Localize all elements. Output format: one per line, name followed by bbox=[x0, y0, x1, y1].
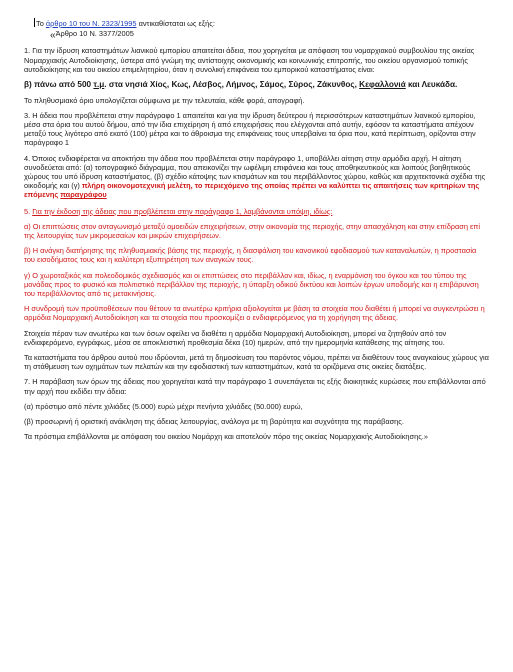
open-quote: « bbox=[50, 30, 56, 42]
paragraph-1: 1. Για την ίδρυση καταστημάτων λιανικού εμπορίου απαιτείται άδεια, που χορηγείται με απόφαση του νομαρχιακού συμβουλίου της οικείας Νομαρχιακής Αυτοδιοίκησης, ύστερα από γνώμη της αντίστοιχης οικονομικής και κοινωνικής επιτροπής, του οικείου οργανισμού τοπικής αυτοδιοίκησης και του οικείου επιμελητηρίου, όταν η συνολική επιφάνεια του εμπορικού καταστήματος είναι: bbox=[24, 46, 475, 74]
paragraph-7a: (α) πρόστιμο από πέντε χιλιάδες (5.000) ευρώ μέχρι πενήντα χιλιάδες (50.000) ευρώ, bbox=[24, 401, 303, 411]
text-cursor bbox=[34, 18, 35, 27]
islands-kefalonia: Κεφαλλονιά bbox=[359, 80, 406, 90]
paragraph-6a: Στοιχεία πέραν των ανωτέρω και των όσων οφείλει να διαθέτει η αρμόδια Νομαρχιακή Αυτοδιοίκηση, μπορεί να ζητηθούν από τον ενδιαφερόμενο, εγγράφως, μέσα σε αποκλειστική προθεσμία δέκα (10) ημερών, από την ημερομηνία κατάθεσης της αίτησης του. bbox=[24, 328, 447, 347]
paragraph-5d: Η συνδρομή των προϋποθέσεων που θέτουν τα ανωτέρω κριτήρια αξιολογείται με βάση τα στοιχεία που διαθέτει ή μπορεί να συγκεντρώσει η αρμόδια Νομαρχιακή Αυτοδιοίκηση και τα στοιχεία που προσκομίζει ο ενδιαφερόμενος για τη χορήγηση της άδειας. bbox=[24, 304, 485, 323]
paragraph-4 bbox=[24, 154, 489, 200]
paragraph-5b: β) Η ανάγκη διατήρησης της πληθυσμιακής βάσης της περιοχής, η διασφάλιση του κανονικού εφοδιασμού των καταναλωτών, η προστασία του εισοδήματος τους και η καλύτερη εξυπηρέτηση των αναγκών τους. bbox=[24, 246, 477, 265]
paragraph-7b: (β) προσωρινή ή οριστική ανάκληση της άδειας λειτουργίας, ανάλογα με τη βαρύτητα και συχνότητα της παράβασης. bbox=[24, 417, 404, 427]
islands-prefix: β) πάνω από 500 bbox=[24, 80, 94, 90]
paragraph-4-red: πλήρη οικονομοτεχνική μελέτη, το περιεχόμενο της οποίας πρέπει να καλύπτει τις απαιτήσεις των κριτηρίων της επόμενης bbox=[24, 181, 480, 200]
paragraph-population: Το πληθυσμιακό όριο υπολογίζεται σύμφωνα με την τελευταία, κάθε φορά, απογραφή. bbox=[24, 95, 305, 105]
islands-middle: . στα νησιά Χίος, Κως, Λέσβος, Λήμνος, Σάμος, Σύρος, Ζάκυνθος, bbox=[104, 80, 360, 90]
article-link[interactable]: άρθρο 10 του Ν. 2323/1995 bbox=[45, 19, 137, 28]
paragraph-3: 3. Η άδεια που προβλέπεται στην παράγραφο 1 απαιτείται και για την ίδρυση δεύτερου ή περισσότερων καταστημάτων λιανικού εμπορίου, μέσα στα όρια του αυτού δήμου, από την ίδια επιχείρηση ή από επιχειρήσεις που ελέγχονται από αυτήν, εφόσον τα καταστήματα απέχουν μεταξύ τους λιγότερο από εκατό (100) μέτρα και το άθροισμα της επιφάνειας τους υπερβαίνει τα όρια που, κατά περίπτωση, ορίζονται στην παράγραφο 1 bbox=[24, 110, 476, 148]
paragraph-5a: α) Οι επιπτώσεις στον ανταγωνισμό μεταξύ ομοειδών επιχειρήσεων, στην οικονομία της περιοχής, στην απασχόληση και στην επίδραση επί της λειτουργίας των μικρομεσαίων και μικρών επιχειρήσεων. bbox=[24, 221, 481, 241]
source-text: Άρθρο 10 Ν. 3377/2005 bbox=[55, 29, 134, 39]
paragraph-5c: γ) Ο χωροταξικός και πολεοδομικός σχεδιασμός και οι επιπτώσεις στο περιβάλλον και, ιδίως, η εναρμόνιση του όγκου και του τύπου της μονάδας προς το φυσικό και πολιτιστικό περιβάλλον της περιοχής, η ύπαρξη οδικού δικτύου και λοιπών έργων υποδομής και η επιβάρυνση του περιβάλλοντος από τις μετακινήσεις. bbox=[24, 270, 479, 299]
paragraph-5 bbox=[24, 207, 489, 216]
intro-prefix: Το bbox=[36, 19, 46, 28]
paragraph-4-red-underlined: παραγράφου bbox=[60, 190, 107, 200]
paragraph-1-islands bbox=[24, 80, 489, 90]
source-line bbox=[50, 29, 489, 40]
islands-suffix: και Λευκάδα. bbox=[405, 80, 458, 90]
intro-suffix: αντικαθίσταται ως εξής: bbox=[136, 19, 215, 28]
islands-unit: τ.μ bbox=[93, 80, 105, 90]
paragraph-4-text: 4. Όποιος ενδιαφέρεται να αποκτήσει την άδεια που προβλέπεται στην παράγραφο 1, υποβάλλει αίτηση στην αρμόδια αρχή. Η αίτηση συνοδεύεται από: (α) τοπογραφικό διάγραμμα, που απεικονίζει την ωφέλιμη επιφάνεια και τους αποθηκευτικούς και λοιπούς βοηθητικούς χώρους του υπό ίδρυση καταστήματος, (β) σχέδιο κάτοψης των κτισμάτων και του περιβάλλοντος χώρου, καθώς και αρχιτεκτονικά σχέδια της οικοδομής και (γ) bbox=[24, 153, 486, 191]
paragraph-5-text: Για την έκδοση της άδειας που προβλέπεται στην παράγραφο 1, λαμβάνονται υπόψη, ιδίως: bbox=[32, 206, 333, 216]
paragraph-6b: Τα καταστήματα του άρθρου αυτού που ιδρύονται, μετά τη δημοσίευση του παρόντος νόμου, πρέπει να διαθέτουν τους αναγκαίους χώρους για τη στάθμευση των οχημάτων των πελατών και την εφοδιαστική των καταστημάτων, κατά τα οριζόμενα στις οικείες διατάξεις. bbox=[24, 353, 489, 372]
paragraph-7: 7. Η παράβαση των όρων της άδειας που χορηγείται κατά την παράγραφο 1 συνεπάγεται τις εξής διοικητικές κυρώσεις που επιβάλλονται από την αρχή που εκδίδει την άδεια: bbox=[24, 377, 486, 396]
intro-line bbox=[34, 18, 489, 28]
paragraph-7c: Τα πρόστιμα επιβάλλονται με απόφαση του οικείου Νομάρχη και αποτελούν πόρο της οικείας Νομαρχιακής Αυτοδιοίκησης.» bbox=[24, 432, 428, 442]
paragraph-5-number: 5. bbox=[24, 206, 33, 216]
